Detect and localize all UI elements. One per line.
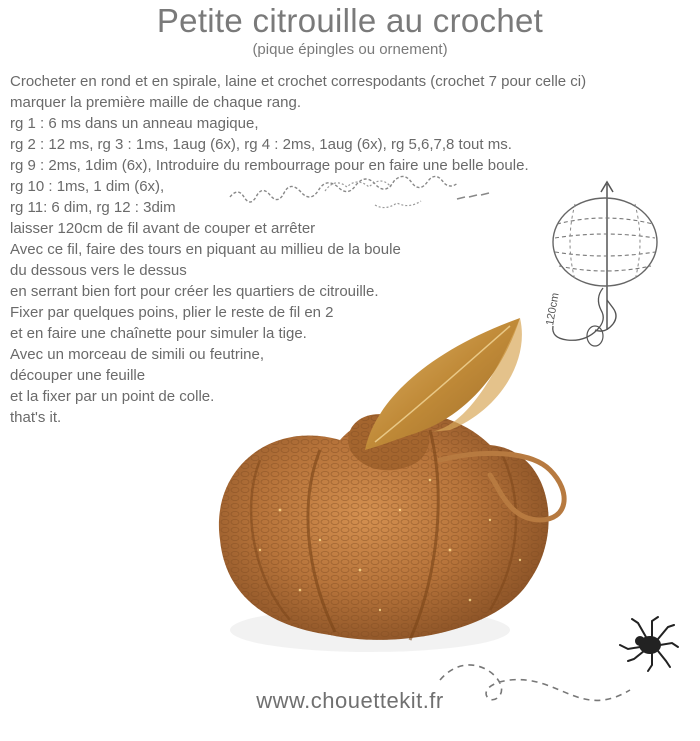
yarn-length-label: 120cm <box>544 291 562 327</box>
instruction-line: that's it. <box>10 409 62 426</box>
instruction-line: en serrant bien fort pour créer les quartiers de citrouille. <box>10 283 379 300</box>
instruction-line: du dessous vers le dessus <box>10 262 187 279</box>
website-footer: www.chouettekit.fr <box>256 688 444 713</box>
page-subtitle: (pique épingles ou ornement) <box>252 41 448 58</box>
instruction-line: Avec ce fil, faire des tours en piquant au millieu de la boule <box>10 241 401 258</box>
instruction-line: rg 11: 6 dim, rg 12 : 3dim <box>10 199 176 216</box>
instruction-line: rg 2 : 12 ms, rg 3 : 1ms, 1aug (6x), rg 4 : 2ms, 1aug (6x), rg 5,6,7,8 tout ms. <box>10 136 512 153</box>
instruction-line: laisser 120cm de fil avant de couper et arrêter <box>10 220 316 237</box>
instruction-line: marquer la première maille de chaque rang. <box>10 94 301 111</box>
instruction-line: Crocheter en rond et en spirale, laine et crochet correspodants (crochet 7 pour celle ci) <box>10 73 587 90</box>
page-title: Petite citrouille au crochet <box>156 2 544 39</box>
instruction-line: rg 10 : 1ms, 1 dim (6x), <box>10 178 165 195</box>
instruction-line: Fixer par quelques poins, plier le reste de fil en 2 <box>10 304 334 321</box>
instruction-line: rg 9 : 2ms, 1dim (6x), Introduire du rembourrage pour en faire une belle boule. <box>10 157 529 174</box>
yarn-squiggle-doodle <box>225 175 505 215</box>
instruction-line: Avec un morceau de simili ou feutrine, <box>10 346 265 363</box>
instruction-line: et en faire une chaînette pour simuler la tige. <box>10 325 307 342</box>
instruction-line: découper une feuille <box>10 367 146 384</box>
instruction-line: rg 1 : 6 ms dans un anneau magique, <box>10 115 259 132</box>
instruction-line: et la fixer par un point de colle. <box>10 388 215 405</box>
crochet-pumpkin-image <box>200 310 610 670</box>
